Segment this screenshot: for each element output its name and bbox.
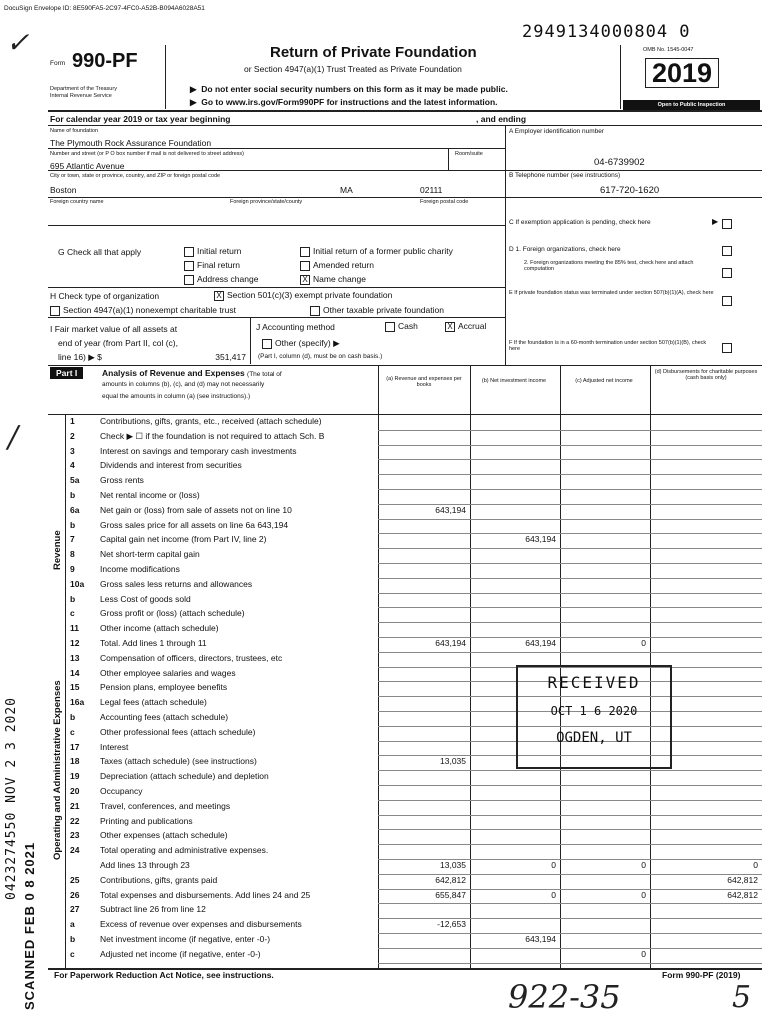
col-a-value: 642,812 [435, 874, 466, 885]
row-rule [378, 815, 762, 816]
row-number: 15 [70, 682, 80, 693]
row-rule [378, 800, 762, 801]
i-fmv-label-2: end of year (from Part II, col (c), [58, 338, 178, 348]
col-a-value: 655,847 [435, 889, 466, 900]
initial-former-option[interactable]: Initial return of a former public charity [300, 246, 453, 257]
d2-label: 2. Foreign organizations meeting the 85% test, check here and attach computation [524, 260, 694, 272]
row-label: Less Cost of goods sold [100, 593, 191, 604]
row-label: Interest on savings and temporary cash investments [100, 445, 297, 456]
row-label: Depreciation (attach schedule) and depletion [100, 771, 269, 782]
initial-former-checkbox[interactable] [300, 247, 310, 257]
row-number: 5a [70, 475, 80, 486]
row-rule [378, 519, 762, 520]
form-prefix: Form [50, 60, 66, 67]
exemption-pending-checkbox[interactable] [722, 219, 732, 229]
row-number: 7 [70, 534, 75, 545]
col-c-value: 0 [641, 638, 646, 648]
row-label: Other income (attach schedule) [100, 623, 219, 634]
ein-label: A Employer identification number [509, 128, 605, 135]
open-to-public-badge: Open to Public Inspection [623, 100, 760, 110]
row-label: Gross sales price for all assets on line 6a 643,194 [100, 519, 289, 530]
name-change-option[interactable]: X Name change [300, 274, 366, 285]
row-number: 27 [70, 904, 80, 915]
row-rule [378, 933, 762, 934]
room-suite-label: Room/suite [455, 151, 483, 157]
h-4947-checkbox[interactable] [50, 306, 60, 316]
row-rule [378, 578, 762, 579]
col-d-header: (d) Disbursements for charitable purposes (cash basis only) [654, 369, 758, 381]
row-label: Other employee salaries and wages [100, 667, 236, 678]
omb-number: OMB No. 1545-0047 [643, 47, 694, 53]
col-b-value: 643,194 [525, 534, 556, 545]
row-number: b [70, 712, 76, 722]
city: Boston [50, 185, 77, 195]
instruction-ssn: ▶ Do not enter social security numbers on this form as it may be made public. [190, 84, 508, 94]
phone-number: 617-720-1620 [600, 185, 660, 196]
row-number: b [70, 490, 76, 500]
row-label: Printing and publications [100, 815, 193, 826]
row-number: 14 [70, 667, 80, 678]
side-stamp-scanned: SCANNED FEB 0 8 2021 [22, 841, 37, 1010]
col-d-value: 642,812 [727, 874, 758, 885]
foreign-country-label: Foreign country name [50, 199, 104, 205]
row-rule [378, 622, 762, 623]
initial-return-checkbox[interactable] [184, 247, 194, 257]
handwritten-number: 922-35 [508, 978, 621, 1016]
row-label: Income modifications [100, 564, 180, 574]
row-number: 11 [70, 623, 79, 634]
col-a-value: 13,035 [440, 756, 466, 767]
e-checkbox[interactable] [722, 296, 732, 306]
row-label: Other expenses (attach schedule) [100, 830, 228, 841]
col-c-value: 0 [641, 948, 646, 959]
row-label: Adjusted net income (if negative, enter -0-) [100, 948, 261, 959]
received-stamp: RECEIVED OCT 1 6 2020 OGDEN, UT [516, 665, 672, 769]
row-number: 9 [70, 564, 75, 574]
col-c-header: (c) Adjusted net income [575, 378, 633, 384]
h-4947-option[interactable]: Section 4947(a)(1) nonexempt charitable trust [50, 305, 236, 316]
d1-checkbox[interactable] [722, 246, 732, 256]
row-number: 18 [70, 756, 80, 767]
row-rule [378, 770, 762, 771]
amended-return-checkbox[interactable] [300, 261, 310, 271]
row-number: 16a [70, 697, 85, 708]
row-label: Check ▶ ☐ if the foundation is not required to attach Sch. B [100, 430, 325, 441]
row-number: b [70, 519, 76, 530]
row-number: b [70, 934, 76, 944]
instruction-website: ▶ Go to www.irs.gov/Form990PF for instructions and the latest information. [190, 97, 498, 107]
name-label: Name of foundation [50, 128, 99, 134]
calendar-year-label: For calendar year 2019 or tax year beginning [50, 114, 231, 124]
col-b-value: 0 [551, 889, 556, 900]
row-label: Accounting fees (attach schedule) [100, 712, 229, 722]
h-501c3-checkbox[interactable] [214, 291, 224, 301]
footer-paperwork-notice: For Paperwork Reduction Act Notice, see instructions. [54, 970, 274, 980]
i-fmv-label-3: line 16) ▶ $ [58, 352, 102, 362]
part-i-desc-2: amounts in columns (b), (c), and (d) may not necessarily [102, 381, 265, 388]
col-d-value: 0 [753, 860, 758, 870]
row-number: 22 [70, 815, 80, 826]
revenue-side-label: Revenue [52, 530, 63, 570]
row-label: Capital gain net income (from Part IV, line 2) [100, 534, 267, 545]
row-label: Legal fees (attach schedule) [100, 697, 207, 708]
row-rule [378, 607, 762, 608]
initial-return-option[interactable]: Initial return [184, 246, 241, 257]
row-number: c [70, 726, 75, 737]
expenses-side-label: Operating and Administrative Expenses [52, 680, 63, 860]
row-rule [378, 563, 762, 564]
row-rule [378, 548, 762, 549]
row-label: Total. Add lines 1 through 11 [100, 638, 207, 648]
row-label: Total operating and administrative expenses. [100, 845, 269, 856]
h-501c3-option[interactable]: X Section 501(c)(3) exempt private foundation [214, 290, 392, 301]
address-change-option[interactable]: Address change [184, 274, 258, 285]
e-label: E If private foundation status was terminated under section 507(b)(1)(A), check here [509, 290, 714, 296]
f-label: F If the foundation is in a 60-month termination under section 507(b)(1)(B), check here [509, 340, 707, 352]
row-label: Subtract line 26 from line 12 [100, 904, 206, 915]
row-rule [378, 829, 762, 830]
row-label: Other professional fees (attach schedule) [100, 726, 256, 737]
irs-label: Internal Revenue Service [50, 93, 112, 99]
row-rule [378, 489, 762, 490]
row-rule [378, 844, 762, 845]
phone-label: B Telephone number (see instructions) [509, 172, 621, 179]
row-rule [378, 533, 762, 534]
i-fmv-value: 351,417 [215, 352, 246, 362]
h-other-checkbox[interactable] [310, 306, 320, 316]
row-rule [378, 652, 762, 653]
j-accrual-checkbox[interactable] [445, 322, 455, 332]
j-cash-option[interactable]: Cash [385, 321, 418, 332]
row-number: 17 [70, 741, 80, 752]
state: MA [340, 185, 353, 195]
row-number: 23 [70, 830, 80, 841]
row-label: Contributions, gifts, grants paid [100, 874, 218, 885]
row-number: 8 [70, 549, 75, 560]
g-check-all-label: G Check all that apply [58, 247, 142, 257]
side-stamp-received: 0423274550 NOV 2 3 2020 [4, 696, 19, 900]
row-rule [378, 785, 762, 786]
j-other-option[interactable]: Other (specify) ▶ [262, 338, 340, 349]
row-label: Net short-term capital gain [100, 549, 200, 560]
zip-code: 02111 [420, 185, 443, 195]
row-rule [378, 963, 762, 964]
row-number: 13 [70, 652, 80, 663]
h-other-option[interactable]: Other taxable private foundation [310, 305, 444, 316]
row-rule [378, 445, 762, 446]
row-number: 24 [70, 845, 80, 856]
street-label: Number and street (or P O box number if mail is not delivered to street address) [50, 151, 245, 157]
col-a-value: 643,194 [435, 504, 466, 515]
and-ending-label: , and ending [476, 114, 527, 124]
foundation-name: The Plymouth Rock Assurance Foundation [50, 138, 212, 148]
row-number: b [70, 593, 76, 604]
row-label: Gross sales less returns and allowances [100, 578, 253, 589]
docusign-envelope-id: DocuSign Envelope ID: 8E590FA5-2C97-4FC0-A52B-B094A6028A51 [4, 5, 205, 12]
col-b-value: 643,194 [525, 934, 556, 944]
row-label: Excess of revenue over expenses and disbursements [100, 919, 302, 930]
final-return-option[interactable]: Final return [184, 260, 240, 271]
name-change-checkbox[interactable] [300, 275, 310, 285]
col-a-value: 13,035 [440, 860, 466, 870]
row-number: 21 [70, 800, 80, 811]
col-c-value: 0 [641, 889, 646, 900]
j-accounting-label: J Accounting method [256, 322, 335, 332]
col-d-value: 642,812 [727, 889, 758, 900]
row-number: c [70, 948, 75, 959]
col-c-value: 0 [641, 860, 646, 870]
row-label: Gross profit or (loss) (attach schedule) [100, 608, 245, 619]
col-b-header: (b) Net investment income [481, 378, 547, 384]
row-label: Net gain or (loss) from sale of assets not on line 10 [100, 504, 292, 515]
form-name: 990-PF [72, 50, 138, 72]
handwritten-page: 5 [732, 980, 752, 1015]
col-b-value: 0 [551, 860, 556, 870]
part-i-badge: Part I [50, 367, 83, 379]
row-rule [378, 474, 762, 475]
handwritten-mark: ∕ [8, 420, 19, 455]
row-number: 20 [70, 786, 80, 796]
row-number: 3 [70, 445, 75, 456]
row-rule [378, 459, 762, 460]
col-a-header: (a) Revenue and expenses per books [386, 376, 462, 388]
f-checkbox[interactable] [722, 343, 732, 353]
exemption-pending-label: C If exemption application is pending, check here [509, 219, 651, 226]
row-label: Occupancy [100, 786, 143, 796]
row-label: Net rental income or (loss) [100, 490, 200, 500]
row-number: 2 [70, 430, 75, 441]
row-label: Net investment income (if negative, enter -0-) [100, 934, 271, 944]
row-number: a [70, 919, 75, 930]
row-label: Taxes (attach schedule) (see instructions) [100, 756, 257, 767]
col-a-value: -12,653 [437, 919, 466, 930]
foreign-province-label: Foreign province/state/county [230, 199, 303, 205]
row-number: 25 [70, 874, 80, 885]
j-cash-checkbox[interactable] [385, 322, 395, 332]
ein-value: 04-6739902 [594, 157, 645, 168]
row-label: Total expenses and disbursements. Add lines 24 and 25 [100, 889, 311, 900]
j-other-checkbox[interactable] [262, 339, 272, 349]
street-address: 695 Atlantic Avenue [50, 161, 125, 171]
d2-checkbox[interactable] [722, 268, 732, 278]
part-i-desc-3: equal the amounts in column (a) (see instructions).) [102, 393, 251, 400]
address-change-checkbox[interactable] [184, 275, 194, 285]
row-number: 10a [70, 578, 85, 589]
row-rule [378, 593, 762, 594]
row-label: Compensation of officers, directors, trustees, etc [100, 652, 283, 663]
dln-number: 2949134000804 0 [522, 22, 691, 42]
row-number: 1 [70, 416, 75, 426]
row-rule [378, 903, 762, 904]
row-number: 6a [70, 504, 80, 515]
city-label: City or town, state or province, country, and ZIP or foreign postal code [50, 173, 221, 179]
part-i-title: Analysis of Revenue and Expenses (The total of [102, 368, 282, 378]
row-number: 12 [70, 638, 80, 648]
row-label: Pension plans, employee benefits [100, 682, 228, 693]
row-number: 19 [70, 771, 80, 782]
form-subtitle: or Section 4947(a)(1) Trust Treated as Private Foundation [244, 64, 462, 74]
col-b-value: 643,194 [525, 638, 556, 648]
d1-label: D 1. Foreign organizations, check here [509, 246, 621, 253]
row-label: Interest [100, 741, 129, 752]
row-rule [378, 430, 762, 431]
tax-year: 2019 [645, 58, 719, 88]
final-return-checkbox[interactable] [184, 261, 194, 271]
i-fmv-label-1: I Fair market value of all assets at [50, 324, 178, 334]
h-type-label: H Check type of organization [50, 291, 160, 301]
row-label: Dividends and interest from securities [100, 460, 242, 471]
amended-return-option[interactable]: Amended return [300, 260, 374, 271]
handwritten-checkmark: ✓ [6, 26, 30, 59]
row-label: Travel, conferences, and meetings [100, 800, 231, 811]
department-treasury: Department of the Treasury [50, 86, 117, 92]
foreign-postal-label: Foreign postal code [420, 199, 469, 205]
col-a-value: 643,194 [435, 638, 466, 648]
row-label: Gross rents [100, 475, 144, 486]
row-label: Contributions, gifts, grants, etc., received (attach schedule) [100, 416, 322, 426]
j-accrual-option[interactable]: X Accrual [445, 321, 486, 332]
j-note: (Part I, column (d), must be on cash basis.) [258, 353, 383, 360]
row-label: Add lines 13 through 23 [100, 860, 190, 870]
row-number: 26 [70, 889, 80, 900]
row-number: c [70, 608, 75, 619]
row-number: 4 [70, 460, 75, 471]
form-title: Return of Private Foundation [270, 44, 477, 61]
footer-form-id: Form 990-PF (2019) [662, 970, 741, 980]
